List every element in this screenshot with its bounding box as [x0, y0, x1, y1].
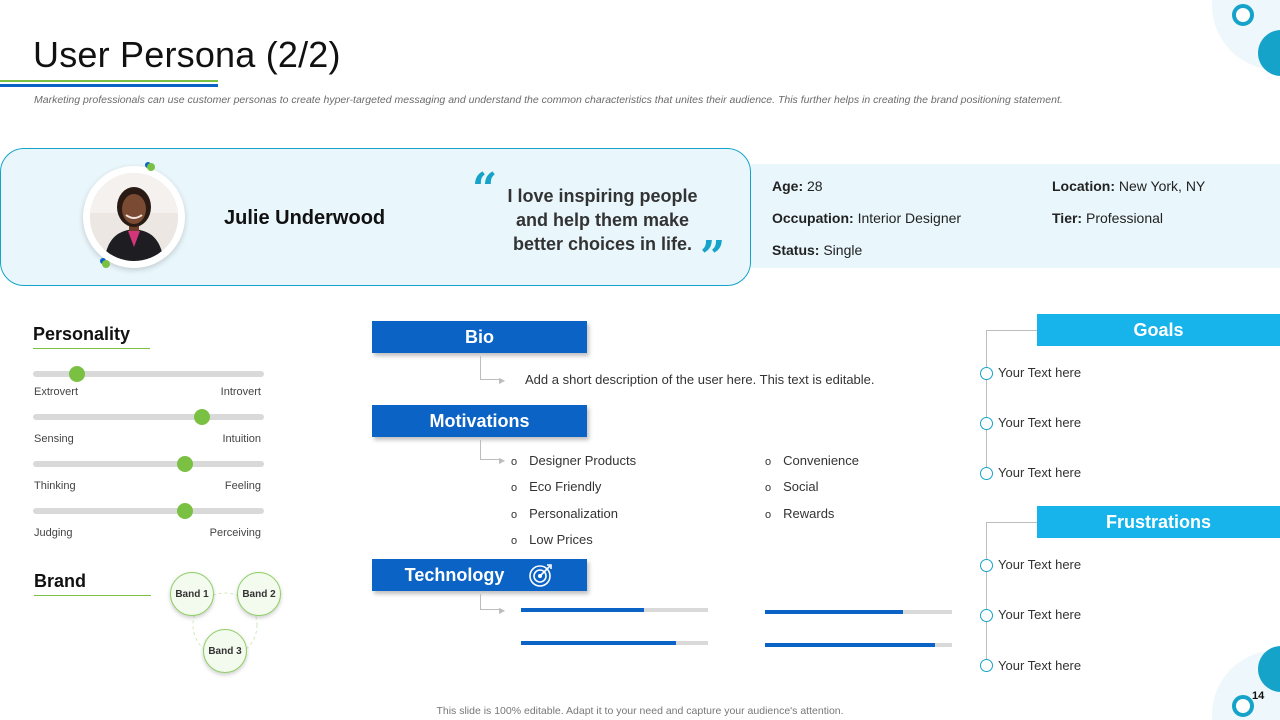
- frustration-item: Your Text here: [998, 557, 1082, 572]
- frustrations-heading: Frustrations: [1037, 506, 1280, 538]
- avatar: [90, 173, 178, 261]
- tech-bar-fill: [765, 643, 935, 647]
- brand-underline: [34, 595, 151, 596]
- tech-bar-track: [521, 608, 708, 612]
- slider-track: [33, 508, 264, 514]
- personality-heading: Personality: [33, 324, 131, 344]
- frustration-bullet: [980, 659, 993, 672]
- target-icon: [528, 562, 554, 588]
- tech-bar-track: [765, 610, 952, 614]
- motivation-item: o Personalization: [511, 506, 618, 521]
- slider-knob[interactable]: [194, 409, 210, 425]
- goals-tree-trunk: [986, 330, 987, 473]
- corner-ring-top: [1232, 4, 1254, 26]
- tech-bar-fill: [765, 610, 903, 614]
- slider-knob[interactable]: [69, 366, 85, 382]
- slider-right-label: Intuition: [222, 433, 261, 445]
- info-occupation: Occupation: Interior Designer: [772, 210, 962, 226]
- persona-name: Julie Underwood: [224, 207, 386, 229]
- motivation-item: o Low Prices: [511, 532, 593, 547]
- slider-left-label: Judging: [34, 527, 73, 539]
- arrow-icon: ▶: [499, 376, 506, 385]
- goal-item: Your Text here: [998, 415, 1082, 430]
- title-underline-green: [0, 80, 218, 82]
- slider-right-label: Feeling: [224, 480, 261, 492]
- frustrations-tree-trunk: [986, 522, 987, 665]
- bio-heading: Bio: [372, 321, 587, 353]
- page-subtitle: Marketing professionals can use customer personas to create hyper-targeted messaging and understand the common characteristics that unites their audience. This further helps in creating the brand positioning statement.: [34, 94, 1063, 106]
- goal-bullet: [980, 367, 993, 380]
- motivation-item: o Convenience: [765, 453, 859, 468]
- brand-heading: Brand: [34, 571, 87, 591]
- tech-bar-track: [521, 641, 708, 645]
- slider-track: [33, 461, 264, 467]
- arrow-icon: ▶: [499, 606, 506, 615]
- slider-knob[interactable]: [177, 503, 193, 519]
- slider-left-label: Extrovert: [34, 386, 79, 398]
- decor-dot: [147, 163, 155, 171]
- page-number: 14: [1252, 690, 1265, 702]
- slider-knob[interactable]: [177, 456, 193, 472]
- frustrations-tree-branch: [986, 522, 1037, 523]
- slider-right-label: Perceiving: [209, 527, 261, 539]
- personality-underline: [33, 348, 150, 349]
- info-status: Status: Single: [772, 242, 863, 258]
- tech-bar-track: [765, 643, 952, 647]
- goal-bullet: [980, 467, 993, 480]
- bio-text: Add a short description of the user here. This text is editable.: [525, 372, 875, 387]
- info-age: Age: 28: [772, 178, 823, 194]
- slider-right-label: Introvert: [220, 386, 261, 398]
- close-quote-icon: ”: [700, 232, 726, 283]
- page-title: User Persona (2/2): [33, 34, 341, 75]
- motivation-item: o Rewards: [765, 506, 834, 521]
- slider-track: [33, 414, 264, 420]
- frustration-bullet: [980, 609, 993, 622]
- brand-band-1: Band 1: [170, 572, 214, 616]
- goals-heading: Goals: [1037, 314, 1280, 346]
- info-location: Location: New York, NY: [1052, 178, 1206, 194]
- info-tier: Tier: Professional: [1052, 210, 1164, 226]
- goal-item: Your Text here: [998, 465, 1082, 480]
- motivation-item: o Designer Products: [511, 453, 636, 468]
- slider-track: [33, 371, 264, 377]
- goal-bullet: [980, 417, 993, 430]
- slider-left-label: Sensing: [34, 433, 74, 445]
- footer-note: This slide is 100% editable. Adapt it to your need and capture your audience's attention.: [436, 705, 844, 717]
- technology-heading: [372, 559, 587, 591]
- brand-band-2: Band 2: [237, 572, 281, 616]
- motivation-item: o Social: [765, 479, 819, 494]
- motivation-item: o Eco Friendly: [511, 479, 601, 494]
- motivations-heading: Motivations: [372, 405, 587, 437]
- persona-quote: I love inspiring people and help them make better choices in life.: [507, 186, 698, 254]
- brand-band-3: Band 3: [203, 629, 247, 673]
- arrow-icon: ▶: [499, 456, 506, 465]
- open-quote-icon: “: [472, 164, 498, 215]
- tech-bar-fill: [521, 608, 644, 612]
- title-underline-blue: [0, 84, 218, 87]
- decor-dot: [102, 260, 110, 268]
- slider-left-label: Thinking: [34, 480, 76, 492]
- frustration-item: Your Text here: [998, 607, 1082, 622]
- goals-tree-branch: [986, 330, 1037, 331]
- goal-item: Your Text here: [998, 365, 1082, 380]
- frustration-bullet: [980, 559, 993, 572]
- technology-label: Technology: [404, 564, 505, 585]
- tech-bar-fill: [521, 641, 676, 645]
- frustration-item: Your Text here: [998, 658, 1082, 673]
